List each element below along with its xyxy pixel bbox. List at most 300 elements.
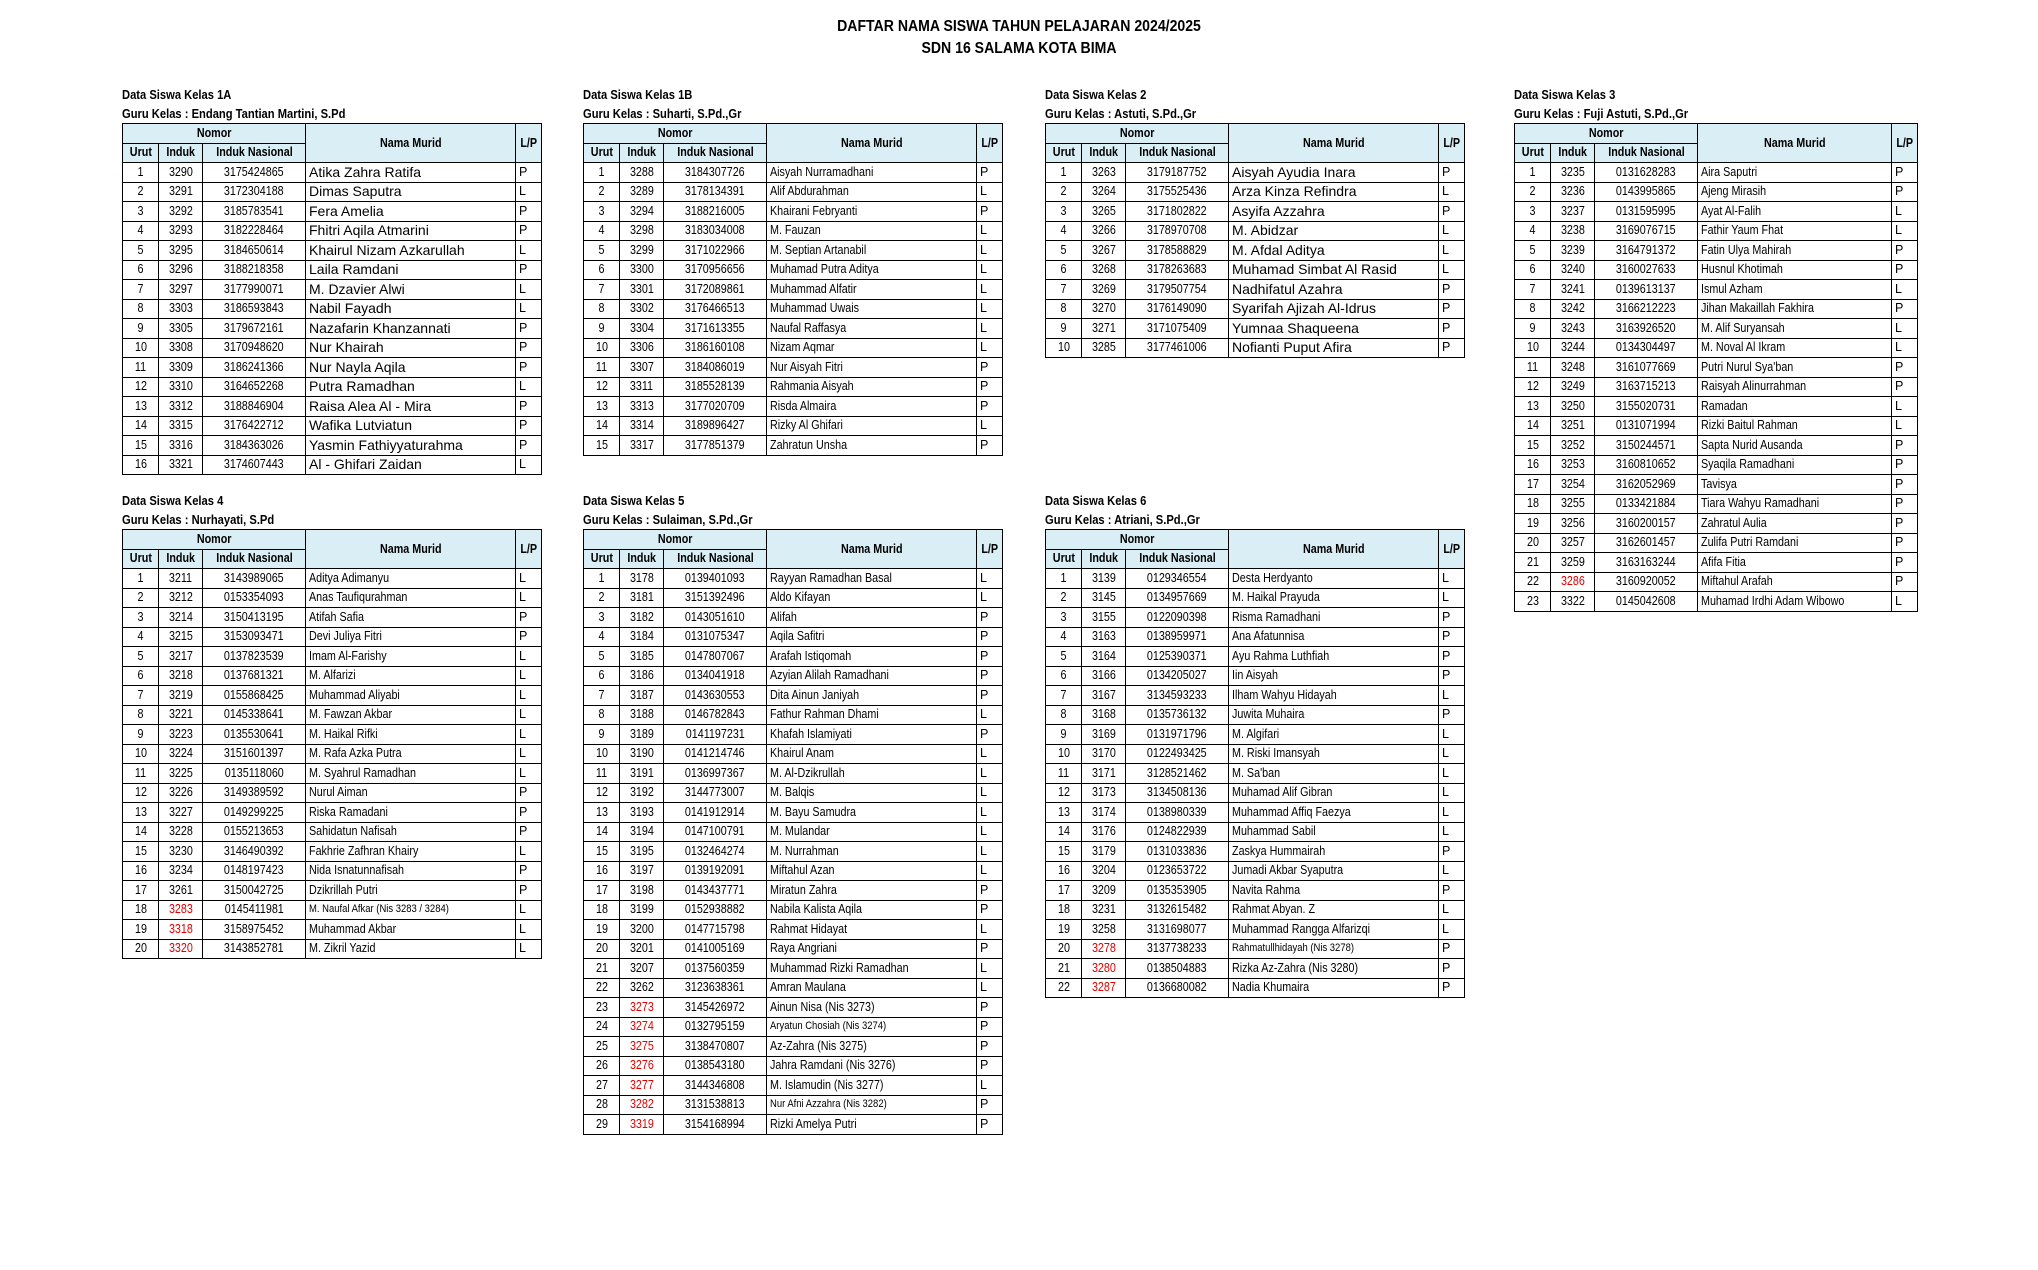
cell-induk-nasional: 3144346808 — [664, 1076, 767, 1096]
cell-induk-nasional: 3177020709 — [664, 397, 767, 417]
table-row — [1046, 783, 1465, 803]
cell-nama: Rahmat Hidayat — [767, 920, 977, 940]
cell-nama: Arafah Istiqomah — [767, 647, 977, 667]
cell-urut: 21 — [1046, 959, 1082, 979]
table-row — [584, 881, 1003, 901]
col-induk: Induk — [620, 143, 664, 163]
cell-induk-nasional: 0136680082 — [1126, 978, 1229, 998]
cell-induk: 3241 — [1551, 280, 1595, 300]
cell-nama: Rizka Az-Zahra (Nis 3280) — [1229, 959, 1439, 979]
cell-urut: 13 — [584, 397, 620, 417]
col-lp: L/P — [977, 124, 1003, 163]
cell-urut: 15 — [123, 436, 159, 456]
cell-nama: Rayyan Ramadhan Basal — [767, 569, 977, 589]
cell-induk: 3263 — [1082, 163, 1126, 183]
cell-induk: 3166 — [1082, 666, 1126, 686]
page-title: DAFTAR NAMA SISWA TAHUN PELAJARAN 2024/2025 — [837, 18, 1201, 35]
table-row — [584, 959, 1003, 979]
cell-urut: 19 — [584, 920, 620, 940]
cell-induk: 3207 — [620, 959, 664, 979]
table-row — [123, 803, 542, 823]
class-title: Data Siswa Kelas 4 — [122, 493, 224, 508]
col-nomor: Nomor — [584, 124, 767, 144]
cell-urut: 20 — [1046, 939, 1082, 959]
class-title: Data Siswa Kelas 6 — [1045, 493, 1147, 508]
table-row — [123, 260, 542, 280]
cell-urut: 12 — [123, 377, 159, 397]
cell-urut: 11 — [123, 764, 159, 784]
cell-urut: 15 — [1515, 436, 1551, 456]
cell-nama: Nabila Kalista Aqila — [767, 900, 977, 920]
cell-induk: 3295 — [159, 241, 203, 261]
table-row — [584, 280, 1003, 300]
cell-urut: 22 — [1515, 572, 1551, 592]
cell-nama: Dita Ainun Janiyah — [767, 686, 977, 706]
col-nomor: Nomor — [1046, 124, 1229, 144]
cell-lp: P — [516, 163, 542, 183]
cell-urut: 8 — [123, 705, 159, 725]
cell-induk: 3236 — [1551, 182, 1595, 202]
cell-nama: Aira Saputri — [1698, 163, 1892, 183]
table-row — [584, 416, 1003, 436]
cell-nama: M. Alif Suryansah — [1698, 319, 1892, 339]
cell-nama: Miftahul Azan — [767, 861, 977, 881]
cell-induk: 3311 — [620, 377, 664, 397]
cell-induk: 3178 — [620, 569, 664, 589]
cell-lp: P — [516, 416, 542, 436]
cell-induk-nasional: 3153093471 — [203, 627, 306, 647]
cell-urut: 16 — [1046, 861, 1082, 881]
table-row — [1046, 627, 1465, 647]
cell-urut: 18 — [1046, 900, 1082, 920]
cell-induk: 3277 — [620, 1076, 664, 1096]
cell-lp: L — [977, 920, 1003, 940]
table-row — [584, 1037, 1003, 1057]
cell-lp: P — [977, 725, 1003, 745]
table-row — [123, 900, 542, 920]
table-row — [1515, 280, 1918, 300]
cell-urut: 28 — [584, 1095, 620, 1115]
cell-induk: 3187 — [620, 686, 664, 706]
table-row — [123, 436, 542, 456]
cell-induk: 3139 — [1082, 569, 1126, 589]
cell-lp: P — [516, 436, 542, 456]
table-row — [1046, 842, 1465, 862]
cell-nama: Fhitri Aqila Atmarini — [306, 221, 516, 241]
table-row — [584, 182, 1003, 202]
cell-lp: P — [1439, 666, 1465, 686]
col-nama: Nama Murid — [306, 124, 516, 163]
cell-lp: L — [1439, 861, 1465, 881]
cell-lp: P — [977, 1037, 1003, 1057]
cell-induk: 3261 — [159, 881, 203, 901]
class-title: Data Siswa Kelas 5 — [583, 493, 685, 508]
cell-nama: Nabil Fayadh — [306, 299, 516, 319]
cell-induk-nasional: 3160200157 — [1595, 514, 1698, 534]
cell-nama: M. Sa'ban — [1229, 764, 1439, 784]
cell-induk: 3228 — [159, 822, 203, 842]
cell-urut: 3 — [584, 608, 620, 628]
cell-lp: P — [516, 627, 542, 647]
cell-lp: P — [1892, 553, 1918, 573]
cell-nama: M. Mulandar — [767, 822, 977, 842]
student-table — [122, 123, 542, 475]
col-nama: Nama Murid — [1229, 530, 1439, 569]
col-nama: Nama Murid — [767, 124, 977, 163]
cell-induk: 3197 — [620, 861, 664, 881]
col-urut: Urut — [1046, 143, 1082, 163]
cell-lp: L — [977, 744, 1003, 764]
cell-induk: 3308 — [159, 338, 203, 358]
cell-induk-nasional: 0131628283 — [1595, 163, 1698, 183]
cell-induk: 3282 — [620, 1095, 664, 1115]
cell-urut: 7 — [123, 280, 159, 300]
cell-induk: 3186 — [620, 666, 664, 686]
col-nomor: Nomor — [123, 124, 306, 144]
cell-induk: 3184 — [620, 627, 664, 647]
cell-lp: P — [516, 338, 542, 358]
table-row — [584, 1076, 1003, 1096]
cell-lp: L — [977, 280, 1003, 300]
cell-nama: Zahratun Unsha — [767, 436, 977, 456]
cell-induk: 3289 — [620, 182, 664, 202]
cell-nama: Nofianti Puput Afira — [1229, 338, 1439, 358]
cell-lp: L — [516, 299, 542, 319]
cell-nama: Aqila Safitri — [767, 627, 977, 647]
cell-induk: 3189 — [620, 725, 664, 745]
cell-lp: L — [977, 842, 1003, 862]
cell-induk-nasional: 3189896427 — [664, 416, 767, 436]
cell-urut: 16 — [123, 455, 159, 475]
cell-urut: 3 — [1515, 202, 1551, 222]
cell-lp: L — [977, 705, 1003, 725]
cell-induk-nasional: 3128521462 — [1126, 764, 1229, 784]
cell-induk-nasional: 3176466513 — [664, 299, 767, 319]
cell-induk-nasional: 3164791372 — [1595, 241, 1698, 261]
table-row — [1515, 299, 1918, 319]
cell-lp: L — [977, 1076, 1003, 1096]
cell-lp: P — [977, 686, 1003, 706]
cell-induk-nasional: 3179672161 — [203, 319, 306, 339]
cell-induk-nasional: 0131071994 — [1595, 416, 1698, 436]
cell-lp: L — [516, 647, 542, 667]
cell-nama: Desta Herdyanto — [1229, 569, 1439, 589]
cell-lp: L — [516, 569, 542, 589]
cell-lp: L — [1892, 416, 1918, 436]
cell-urut: 16 — [584, 861, 620, 881]
cell-nama: Muhammad Uwais — [767, 299, 977, 319]
cell-induk-nasional: 0138504883 — [1126, 959, 1229, 979]
cell-lp: L — [1439, 260, 1465, 280]
cell-induk-nasional: 0135353905 — [1126, 881, 1229, 901]
class-teacher: Guru Kelas : Astuti, S.Pd.,Gr — [1045, 106, 1197, 121]
cell-nama: Ainun Nisa (Nis 3273) — [767, 998, 977, 1018]
cell-urut: 17 — [123, 881, 159, 901]
cell-induk: 3256 — [1551, 514, 1595, 534]
cell-induk: 3288 — [620, 163, 664, 183]
cell-nama: Fera Amelia — [306, 202, 516, 222]
cell-induk-nasional: 0138980339 — [1126, 803, 1229, 823]
cell-induk-nasional: 3188216005 — [664, 202, 767, 222]
table-row — [584, 998, 1003, 1018]
cell-induk-nasional: 3171075409 — [1126, 319, 1229, 339]
cell-urut: 8 — [1046, 299, 1082, 319]
cell-nama: Fathur Rahman Dhami — [767, 705, 977, 725]
cell-lp: L — [1892, 397, 1918, 417]
cell-induk-nasional: 0134205027 — [1126, 666, 1229, 686]
cell-urut: 8 — [1515, 299, 1551, 319]
cell-nama: Nadia Khumaira — [1229, 978, 1439, 998]
cell-nama: Fakhrie Zafhran Khairy — [306, 842, 516, 862]
cell-nama: M. Haikal Rifki — [306, 725, 516, 745]
cell-lp: L — [977, 260, 1003, 280]
cell-induk: 3230 — [159, 842, 203, 862]
table-row — [1046, 803, 1465, 823]
cell-urut: 8 — [584, 705, 620, 725]
cell-induk-nasional: 3158975452 — [203, 920, 306, 940]
col-urut: Urut — [123, 143, 159, 163]
cell-induk: 3320 — [159, 939, 203, 959]
cell-induk: 3269 — [1082, 280, 1126, 300]
cell-urut: 6 — [584, 260, 620, 280]
cell-nama: M. Zikril Yazid — [306, 939, 516, 959]
cell-urut: 9 — [584, 319, 620, 339]
table-row — [123, 338, 542, 358]
cell-induk: 3235 — [1551, 163, 1595, 183]
col-induk-nasional: Induk Nasional — [1595, 143, 1698, 163]
col-induk-nasional: Induk Nasional — [203, 549, 306, 569]
cell-induk-nasional: 3144773007 — [664, 783, 767, 803]
table-row — [123, 842, 542, 862]
table-row — [1515, 338, 1918, 358]
cell-nama: Syarifah Ajizah Al-Idrus — [1229, 299, 1439, 319]
cell-lp: P — [516, 608, 542, 628]
table-row — [123, 202, 542, 222]
cell-induk-nasional: 3178588829 — [1126, 241, 1229, 261]
cell-lp: P — [516, 783, 542, 803]
cell-nama: Ayat Al-Falih — [1698, 202, 1892, 222]
cell-lp: L — [516, 455, 542, 475]
class-title: Data Siswa Kelas 2 — [1045, 87, 1147, 102]
cell-nama: M. Septian Artanabil — [767, 241, 977, 261]
cell-induk-nasional: 3178970708 — [1126, 221, 1229, 241]
table-row — [584, 842, 1003, 862]
cell-induk-nasional: 0125390371 — [1126, 647, 1229, 667]
table-row — [1046, 319, 1465, 339]
cell-urut: 13 — [584, 803, 620, 823]
cell-induk: 3273 — [620, 998, 664, 1018]
table-row — [123, 764, 542, 784]
cell-induk: 3181 — [620, 588, 664, 608]
cell-nama: Rizky Al Ghifari — [767, 416, 977, 436]
cell-induk: 3219 — [159, 686, 203, 706]
table-row — [584, 705, 1003, 725]
table-row — [584, 1115, 1003, 1135]
cell-nama: Zahratul Aulia — [1698, 514, 1892, 534]
cell-lp: P — [1892, 572, 1918, 592]
cell-lp: P — [1439, 881, 1465, 901]
cell-nama: Arza Kinza Refindra — [1229, 182, 1439, 202]
cell-nama: Amran Maulana — [767, 978, 977, 998]
cell-induk-nasional: 0143437771 — [664, 881, 767, 901]
table-row — [584, 783, 1003, 803]
cell-urut: 11 — [123, 358, 159, 378]
cell-urut: 3 — [1046, 608, 1082, 628]
cell-urut: 3 — [123, 202, 159, 222]
cell-lp: L — [1439, 822, 1465, 842]
cell-lp: L — [1892, 280, 1918, 300]
cell-lp: P — [516, 319, 542, 339]
cell-urut: 11 — [584, 358, 620, 378]
cell-nama: Aryatun Chosiah (Nis 3274) — [767, 1017, 977, 1037]
cell-induk: 3200 — [620, 920, 664, 940]
cell-lp: L — [977, 861, 1003, 881]
cell-induk: 3194 — [620, 822, 664, 842]
cell-lp: P — [516, 397, 542, 417]
table-row — [1046, 705, 1465, 725]
table-row — [584, 1095, 1003, 1115]
cell-urut: 2 — [1046, 588, 1082, 608]
cell-urut: 2 — [123, 588, 159, 608]
cell-nama: Atika Zahra Ratifa — [306, 163, 516, 183]
cell-nama: M. Noval Al Ikram — [1698, 338, 1892, 358]
cell-induk: 3296 — [159, 260, 203, 280]
table-row — [123, 299, 542, 319]
table-row — [1046, 608, 1465, 628]
cell-nama: Nazafarin Khanzannati — [306, 319, 516, 339]
table-row — [584, 1056, 1003, 1076]
table-row — [123, 666, 542, 686]
table-row — [123, 783, 542, 803]
table-row — [584, 939, 1003, 959]
cell-urut: 10 — [1046, 338, 1082, 358]
cell-lp: L — [1892, 319, 1918, 339]
table-row — [123, 705, 542, 725]
cell-induk-nasional: 3150042725 — [203, 881, 306, 901]
cell-lp: P — [1439, 319, 1465, 339]
cell-induk: 3264 — [1082, 182, 1126, 202]
cell-induk: 3251 — [1551, 416, 1595, 436]
cell-urut: 5 — [584, 647, 620, 667]
class-title: Data Siswa Kelas 3 — [1514, 87, 1616, 102]
cell-nama: Muhamad Simbat Al Rasid — [1229, 260, 1439, 280]
cell-nama: Jahra Ramdani (Nis 3276) — [767, 1056, 977, 1076]
cell-nama: Khairani Febryanti — [767, 202, 977, 222]
table-row — [123, 358, 542, 378]
cell-induk-nasional: 0145338641 — [203, 705, 306, 725]
cell-urut: 7 — [1046, 686, 1082, 706]
cell-urut: 15 — [123, 842, 159, 862]
cell-nama: M. Bayu Samudra — [767, 803, 977, 823]
cell-nama: M. Dzavier Alwi — [306, 280, 516, 300]
student-table — [1045, 123, 1465, 358]
cell-urut: 15 — [584, 436, 620, 456]
cell-nama: Zaskya Hummairah — [1229, 842, 1439, 862]
cell-induk-nasional: 3151392496 — [664, 588, 767, 608]
cell-induk: 3313 — [620, 397, 664, 417]
cell-induk-nasional: 0134957669 — [1126, 588, 1229, 608]
table-row — [123, 725, 542, 745]
table-row — [1046, 881, 1465, 901]
cell-induk: 3315 — [159, 416, 203, 436]
cell-lp: L — [516, 764, 542, 784]
cell-induk-nasional: 0131595995 — [1595, 202, 1698, 222]
class-block-1b — [583, 85, 1003, 456]
cell-urut: 21 — [584, 959, 620, 979]
cell-urut: 12 — [584, 377, 620, 397]
cell-induk-nasional: 0139613137 — [1595, 280, 1698, 300]
cell-lp: P — [977, 436, 1003, 456]
cell-urut: 11 — [1515, 358, 1551, 378]
cell-lp: L — [1439, 221, 1465, 241]
cell-induk: 3214 — [159, 608, 203, 628]
cell-urut: 20 — [584, 939, 620, 959]
cell-induk-nasional: 0149299225 — [203, 803, 306, 823]
table-row — [1046, 588, 1465, 608]
cell-lp: P — [977, 358, 1003, 378]
cell-induk: 3266 — [1082, 221, 1126, 241]
cell-lp: L — [977, 959, 1003, 979]
class-title: Data Siswa Kelas 1B — [583, 87, 693, 102]
table-row — [123, 744, 542, 764]
cell-urut: 6 — [584, 666, 620, 686]
cell-urut: 2 — [123, 182, 159, 202]
cell-induk-nasional: 3184307726 — [664, 163, 767, 183]
cell-induk-nasional: 3143852781 — [203, 939, 306, 959]
cell-lp: L — [516, 725, 542, 745]
cell-urut: 13 — [1046, 803, 1082, 823]
cell-urut: 4 — [123, 627, 159, 647]
table-row — [1515, 514, 1918, 534]
cell-induk: 3285 — [1082, 338, 1126, 358]
cell-lp: P — [1439, 627, 1465, 647]
table-row — [1515, 319, 1918, 339]
cell-lp: P — [977, 608, 1003, 628]
cell-nama: Muhammad Alfatir — [767, 280, 977, 300]
cell-induk-nasional: 3137738233 — [1126, 939, 1229, 959]
cell-nama: Sahidatun Nafisah — [306, 822, 516, 842]
cell-induk-nasional: 3171022966 — [664, 241, 767, 261]
table-row — [584, 822, 1003, 842]
cell-urut: 9 — [1046, 725, 1082, 745]
cell-nama: Muhamad Irdhi Adam Wibowo — [1698, 592, 1892, 612]
cell-lp: L — [1439, 588, 1465, 608]
cell-induk-nasional: 3164652268 — [203, 377, 306, 397]
cell-urut: 25 — [584, 1037, 620, 1057]
cell-nama: Aisyah Nurramadhani — [767, 163, 977, 183]
cell-induk: 3287 — [1082, 978, 1126, 998]
cell-induk-nasional: 3145426972 — [664, 998, 767, 1018]
cell-induk-nasional: 0122090398 — [1126, 608, 1229, 628]
cell-induk: 3168 — [1082, 705, 1126, 725]
cell-induk-nasional: 3170956656 — [664, 260, 767, 280]
cell-urut: 4 — [1515, 221, 1551, 241]
cell-lp: P — [977, 627, 1003, 647]
cell-nama: M. Riski Imansyah — [1229, 744, 1439, 764]
cell-induk: 3314 — [620, 416, 664, 436]
cell-lp: P — [516, 881, 542, 901]
cell-induk-nasional: 0143630553 — [664, 686, 767, 706]
cell-lp: P — [516, 260, 542, 280]
cell-urut: 3 — [584, 202, 620, 222]
cell-urut: 14 — [1046, 822, 1082, 842]
cell-urut: 1 — [123, 163, 159, 183]
col-induk: Induk — [1082, 143, 1126, 163]
cell-nama: Alifah — [767, 608, 977, 628]
cell-lp: L — [1439, 725, 1465, 745]
cell-induk-nasional: 3185783541 — [203, 202, 306, 222]
cell-lp: P — [516, 358, 542, 378]
